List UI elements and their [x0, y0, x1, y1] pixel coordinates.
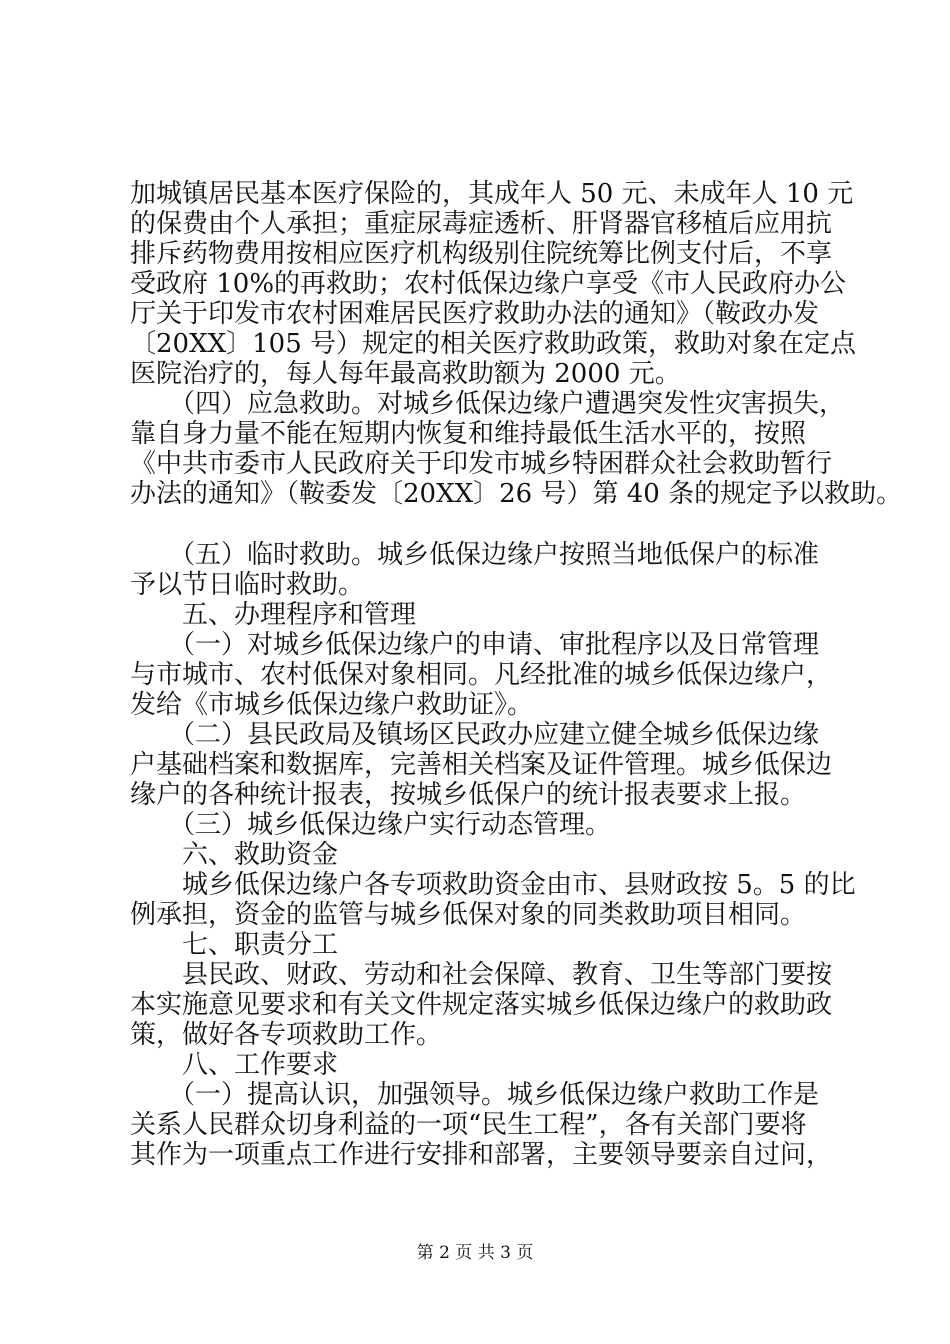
- text-line: （一）提高认识，加强领导。城乡低保边缘户救助工作是: [130, 1080, 820, 1110]
- text-line: 排斥药物费用按相应医疗机构级别住院统筹比例支付后，不享: [130, 239, 833, 269]
- text-line: 城乡低保边缘户各专项救助资金由市、县财政按 5。5 的比: [130, 870, 856, 900]
- text-line: 医院治疗的，每人每年最高救助额为 2000 元。: [130, 359, 681, 389]
- text-line: 《中共市委市人民政府关于印发市城乡特困群众社会救助暂行: [130, 449, 833, 479]
- text-line: 县民政、财政、劳动和社会保障、教育、卫生等部门要按: [130, 960, 833, 990]
- text-line: （三）城乡低保边缘户实行动态管理。: [130, 810, 612, 840]
- text-line: 受政府 10%的再救助；农村低保边缘户享受《市人民政府办公: [130, 269, 847, 299]
- text-line: 其作为一项重点工作进行安排和部署，主要领导要亲自过问，: [130, 1140, 833, 1170]
- section-heading: 六、救助资金: [130, 840, 339, 870]
- text-line: 〔20XX〕105 号）规定的相关医疗救助政策，救助对象在定点: [130, 329, 856, 359]
- text-line: （一）对城乡低保边缘户的申请、审批程序以及日常管理: [130, 630, 820, 660]
- text-line: 加城镇居民基本医疗保险的，其成年人 50 元、未成年人 10 元: [130, 179, 854, 209]
- page-number-footer: 第 2 页 共 3 页: [416, 1243, 534, 1263]
- blank-line: [130, 509, 842, 540]
- text-line: （五）临时救助。城乡低保边缘户按照当地低保户的标准: [130, 540, 820, 570]
- text-line: （四）应急救助。对城乡低保边缘户遭遇突发性灾害损失，: [130, 389, 846, 419]
- text-line: 与市城市、农村低保对象相同。凡经批准的城乡低保边缘户，: [130, 660, 833, 690]
- text-line: 靠自身力量不能在短期内恢复和维持最低生活水平的，按照: [130, 419, 807, 449]
- text-line: 策，做好各专项救助工作。: [130, 1020, 443, 1050]
- text-line: 发给《市城乡低保边缘户救助证》。: [130, 690, 534, 720]
- text-line: 厅关于印发市农村困难居民医疗救助办法的通知》（鞍政办发: [130, 299, 820, 329]
- text-line: 本实施意见要求和有关文件规定落实城乡低保边缘户的救助政: [130, 990, 833, 1020]
- text-line: 例承担，资金的监管与城乡低保对象的同类救助项目相同。: [130, 900, 807, 930]
- section-heading: 五、办理程序和管理: [130, 600, 417, 630]
- text-line: 予以节日临时救助。: [130, 570, 365, 600]
- text-line: 缘户的各种统计报表，按城乡低保户的统计报表要求上报。: [130, 780, 807, 810]
- text-line: （二）县民政局及镇场区民政办应建立健全城乡低保边缘: [130, 720, 820, 750]
- section-heading: 八、工作要求: [130, 1050, 339, 1080]
- text-line: 户基础档案和数据库，完善相关档案及证件管理。城乡低保边: [130, 750, 833, 780]
- text-line: 的保费由个人承担；重症尿毒症透析、肝肾器官移植后应用抗: [130, 209, 833, 239]
- section-heading: 七、职责分工: [130, 930, 339, 960]
- text-line: 关系人民群众切身利益的一项“民生工程”，各有关部门要将: [130, 1110, 807, 1140]
- document-body: [130, 179, 903, 1170]
- text-line: 办法的通知》（鞍委发〔20XX〕26 号）第 40 条的规定予以救助。: [130, 479, 903, 509]
